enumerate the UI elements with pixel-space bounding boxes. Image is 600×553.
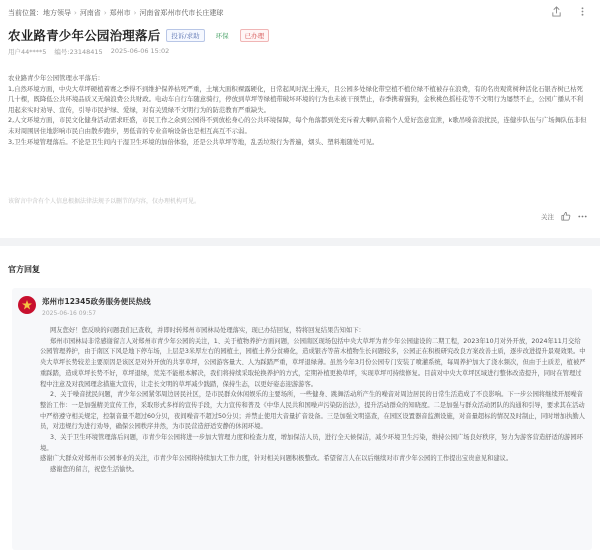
breadcrumb-prefix: 当前位置： — [8, 9, 43, 17]
more-actions-button[interactable] — [577, 211, 588, 222]
reply-card — [12, 288, 592, 550]
post-title: 农业路青少年公园治理落后 — [8, 28, 161, 43]
post-time: 2025-06-06 15:02 — [110, 47, 170, 55]
reply-paragraph: 感谢您的留言，祝您生活愉快。 — [50, 466, 139, 474]
status-badge: 已办理 — [240, 29, 270, 42]
post-body — [8, 73, 588, 147]
follow-button[interactable] — [541, 212, 554, 221]
reply-body — [40, 326, 586, 476]
reply-paragraph: 3、关于卫生环境管理落后问题，市青少年公园将进一步加大管理力度和检查力度，增加保洁人员，进行全天候保洁，减少环境卫生污染，维持公园广场良好秩序，努力为游客营造舒适的游园环境。 — [40, 434, 583, 452]
reply-paragraph: 网友您好！您反映的问题我们已查收，并即时转郑州市园林局处理落实，现已办结回复，特将回复结果告知如下： — [50, 327, 365, 334]
reply-org — [18, 296, 151, 317]
chevron-right-icon: › — [74, 9, 77, 17]
reply-paragraph: 2、关于噪音扰民问题，青少年公园紧邻周边居民社区，是市民群众休闲娱乐的主要场所，一些健身、跳舞活动所产生的噪音对周边居民的日常生活造成了不良影响。下一步公园将继续开展噪音整治工作：一是加强精美宣传工作，采取形式多样的宣传手段，大力宣传和普及《中华人民共和国噪声污染防治法》，提升活动群众的知晓度。二是加强与群众活动团队的沟通和引导，要求其在活动中严格遵守相关规定，控制音量不超过60分贝，夜间噪音不超过50分贝；并禁止使用大音量扩音设备。三是加强文明巡查，在园区设置器音监测设施，对音量超标的情况及时制止，同时增加执勤人员，对违规行为进行劝导，确保公园秩序井然，为市民营造舒适安静的休闲环境。 — [40, 391, 585, 431]
top-toolbar — [550, 5, 588, 17]
post-paragraph: 3,卫生环境管理落后。不论是卫生间内干湿卫生环境的加倍体验，还是公共草坪等地，乱丢垃圾行为普遍，烟头、塑料瓶随处可见。 — [8, 137, 379, 146]
more-icon[interactable] — [576, 5, 588, 17]
breadcrumb-item-current: 河南省郑州市代市长庄建球 — [139, 9, 224, 17]
breadcrumb-item-province[interactable]: 河南省 — [79, 9, 101, 17]
like-icon — [560, 211, 571, 222]
tag-category[interactable]: 投诉/求助 — [166, 29, 204, 42]
reply-section-title: 官方回复 — [8, 265, 40, 274]
like-button[interactable] — [560, 211, 571, 222]
post-id: 编号:23148415 — [54, 48, 103, 56]
emblem-icon — [18, 296, 36, 314]
reply-paragraph: 郑州市园林局非常感谢留言人对郑州市青少年公园的关注，1、关于植物养护方面问题，公园南区现场包括中央大草坪为青少年公园建设的二期工程，2023年10月对外开放，2024年11月交给公园管理养护，由于南区下风是地下停车场，上层是3米厚左右的园植土，园植土养分贫瘠化，造成银杏等苗木植物生长问题较多，公园正在积极研究改良方案改善土质，逐步改进提升景观效果。中央大草坪长势较差主要原因是该区是对外开放的共享草坪，公园游客量大、人为踩踏严重，草坪退绿薄。虽然今年3月份公园专门安装了喷灌系统，每周养护加大了浇水频次，但由于土质差，植被严重踩踏，造成草坪长势不好，草坪退绿，荒芜不能根本解决，我们将持续采取轮换养护的方式，定期补植更换草坪，实现草坪可持续修复。目前对中央大草坪区域进行整体改造提升，同时在管理过程中注意及对我园理念措施大宣传，让走长文明的草坪减少践踏，保持生态，以更好姿态迎游游客。 — [40, 337, 586, 388]
post-actions — [541, 211, 588, 222]
breadcrumb-item-leaders[interactable]: 地方领导 — [43, 9, 71, 17]
post-user: 用户44****5 — [8, 48, 47, 56]
follow-label: 关注 — [541, 213, 554, 221]
post-paragraph: 农业路青少年公园管理水平落后： — [8, 74, 104, 82]
chevron-right-icon: › — [103, 9, 107, 17]
ellipsis-icon — [577, 211, 588, 222]
chevron-right-icon: › — [133, 9, 137, 17]
breadcrumb — [8, 6, 223, 20]
post-paragraph: 1,自然环境方面，中央大草坪硬植着赛之季得不到维护保养枯死严重，土壤大面积裸露硬化，日常起风时泥土漫天，且公园多处绿化带空植不植位绿不植被存在浪费，有的名贵观赏树种活化石银杏树已枯死几十棵，既降低公共环境品质又无端浪费公共财政。电动车自行车随意骑行，停放到草坪等绿植带破坏环境的行为也未被干预禁止，春季携着猫狗，金秋桃色摇桂花等不文明行为屡禁不止，公园广播从不利用起来实时劝导、宣传，引导市民护绿、爱绿，对有关毁绿不文明行为的防范教育严重缺失。 — [8, 84, 584, 114]
privacy-disclaimer: 该留言中含有个人信息根据法律法规予以删节的内容，仅办理机构可见。 — [8, 198, 201, 205]
tag-domain[interactable]: 环保 — [215, 31, 229, 40]
share-icon[interactable] — [550, 5, 562, 17]
breadcrumb-item-city[interactable]: 郑州市 — [109, 9, 131, 17]
reply-time: 2025-06-16 09:57 — [42, 310, 97, 317]
post-header — [8, 26, 269, 44]
post-meta — [8, 47, 169, 56]
post-paragraph: 2,人文环境方面，市民文化健身活动需求旺盛，市民工作之余到公园得不到放松身心的公共环境保障，每个角落都到处充斥着大喇叭音箱个人爱好恣意宣泄，k歌吊嗓音浪扰民，连健步队伍与广场舞队伍非但未对周围居住地影响市民自由散步跑步，男低音的专业音响设备也是相互高互不示弱。 — [8, 116, 587, 135]
org-name: 郑州市12345政务服务便民热线 — [42, 297, 151, 306]
reply-paragraph: 感谢广大群众对郑州市公园事业的关注，市青少年公园将持续加大工作力度，针对相关问题积极整改。希望留言人在以后继续对市青少年公园的工作提出宝贵意见和建议。 — [40, 455, 513, 463]
section-divider — [0, 238, 600, 246]
